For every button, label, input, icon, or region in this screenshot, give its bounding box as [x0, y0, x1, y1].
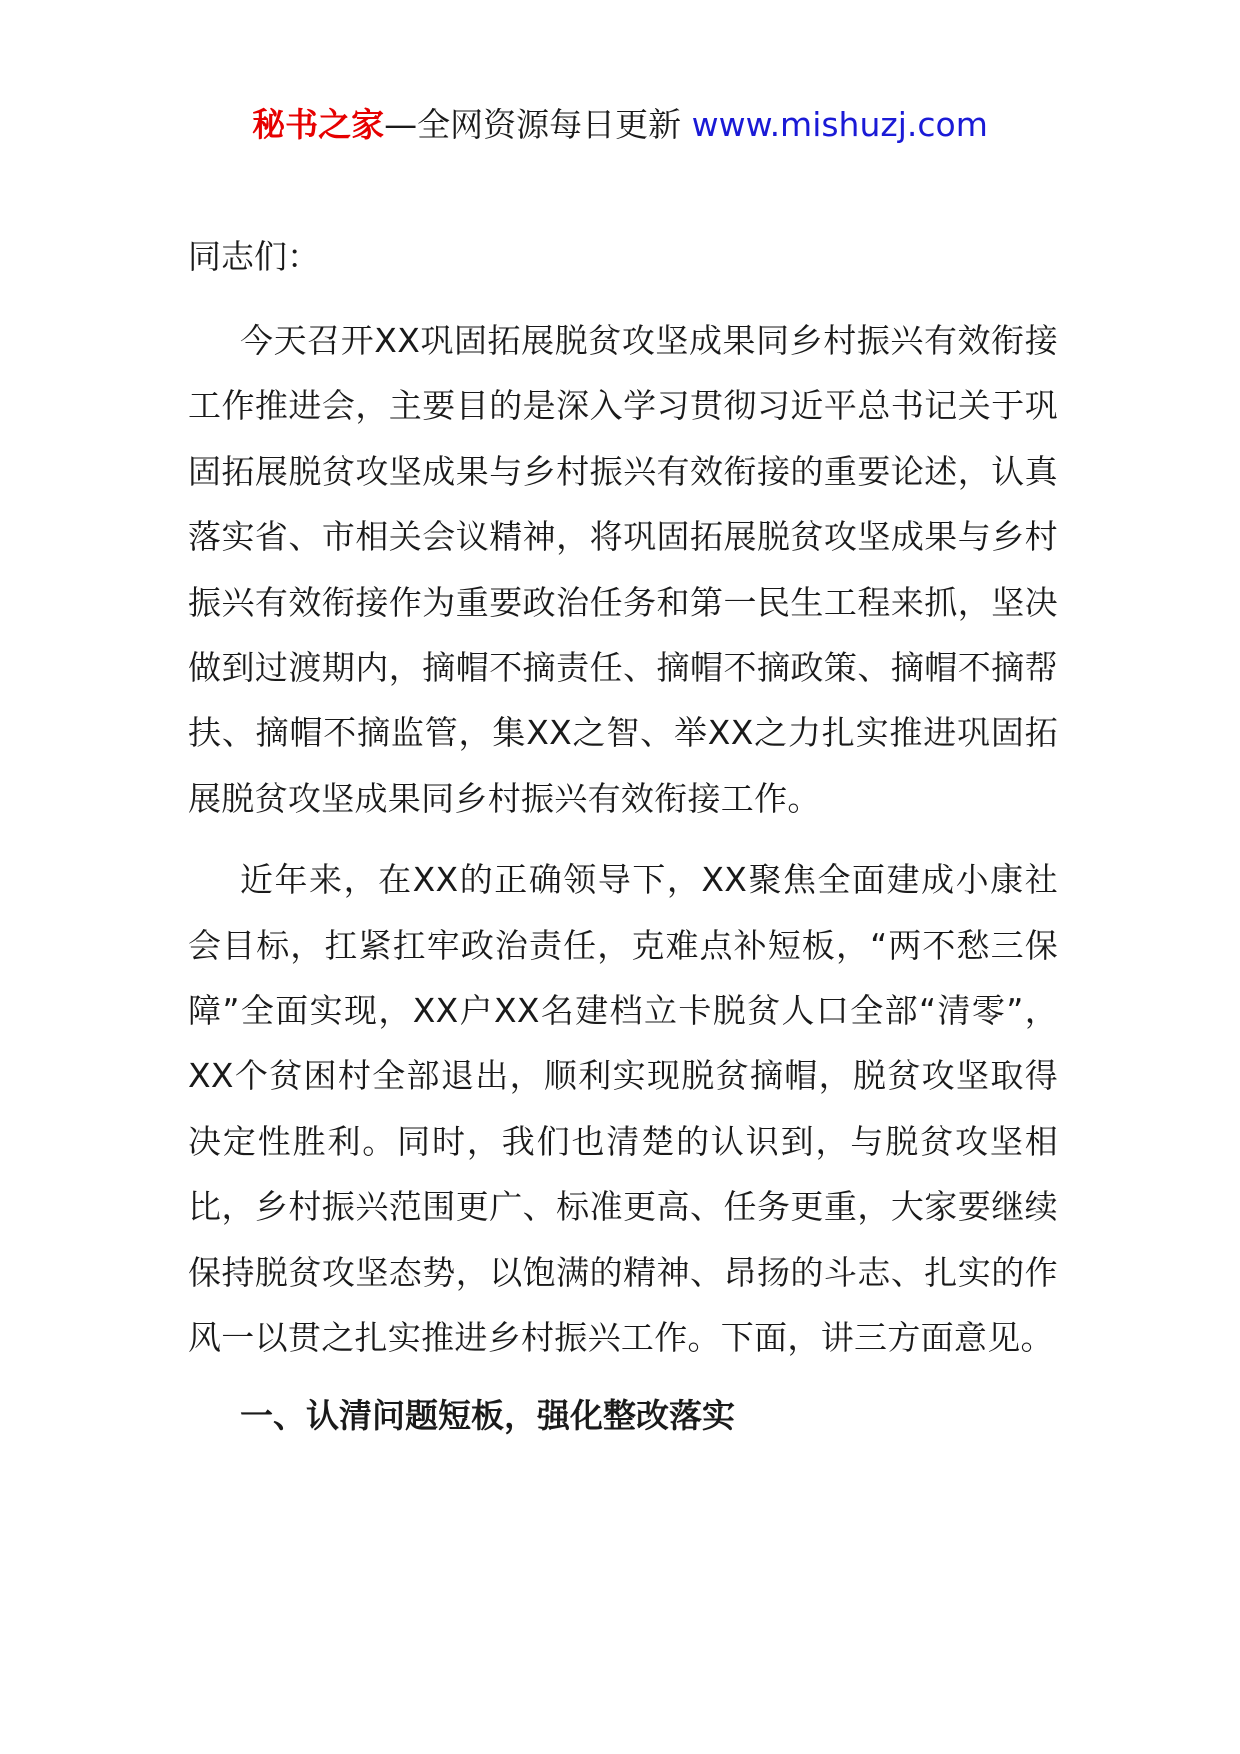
- header-tagline: —全网资源每日更新: [384, 105, 682, 144]
- brand-name: 秘书之家: [252, 105, 385, 144]
- website-link[interactable]: www.mishuzj.com: [691, 105, 988, 144]
- paragraph-2: 近年来，在XX的正确领导下，XX聚焦全面建成小康社会目标，扛紧扛牢政治责任，克难点补短板，“两不愁三保障”全面实现，XX户XX名建档立卡脱贫人口全部“清零”，XX个贫困村全部退出，顺利实现脱贫摘帽，脱贫攻坚取得决定性胜利。同时，我们也清楚的认识到，与脱贫攻坚相比，乡村振兴范围更广、标准更高、任务更重，大家要继续保持脱贫攻坚态势，以饱满的精神、昂扬的斗志、扎实的作风一以贯之扎实推进乡村振兴工作。下面，讲三方面意见。: [188, 860, 1058, 1358]
- salutation: 同志们：: [188, 237, 320, 276]
- page-header: [0, 100, 1240, 150]
- document-body: [188, 228, 1058, 1445]
- paragraph-1: 今天召开XX巩固拓展脱贫攻坚成果同乡村振兴有效衔接工作推进会，主要目的是深入学习贯彻习近平总书记关于巩固拓展脱贫攻坚成果与乡村振兴有效衔接的重要论述，认真落实省、市相关会议精神，将巩固拓展脱贫攻坚成果与乡村振兴有效衔接作为重要政治任务和第一民生工程来抓，坚决做到过渡期内，摘帽不摘责任、摘帽不摘政策、摘帽不摘帮扶、摘帽不摘监管，集XX之智、举XX之力扎实推进巩固拓展脱贫攻坚成果同乡村振兴有效衔接工作。: [188, 321, 1058, 818]
- section-heading-1: 一、认清问题短板，强化整改落实: [240, 1395, 735, 1435]
